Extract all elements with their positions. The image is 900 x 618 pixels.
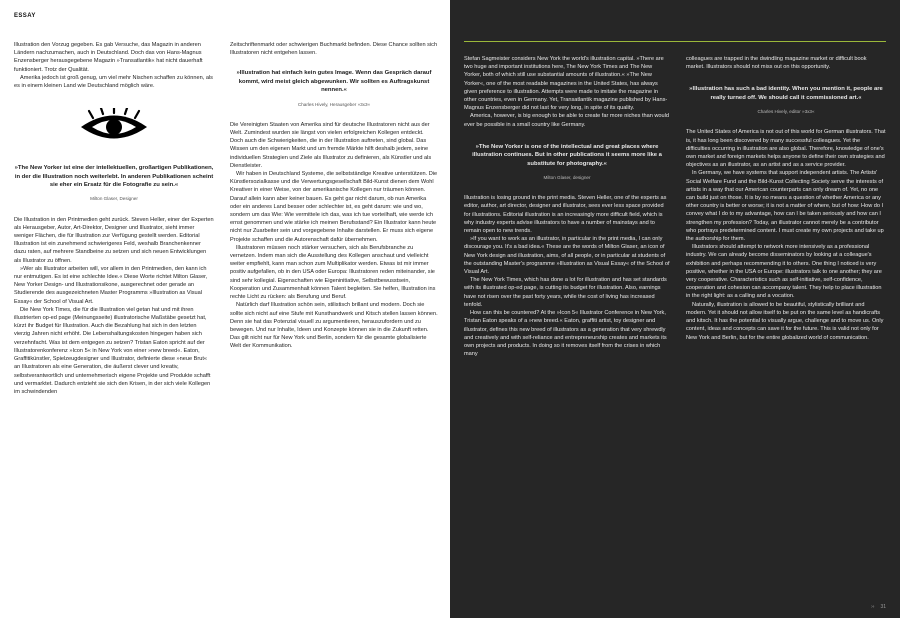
paragraph: »Wer als Illustrator arbeiten will, vor allem in den Printmedien, den kann ich nur entmutigen. Es ist eine schlechte Idee.« Diese Worte richtet Milton Glaser, New Yorker Design- und Illustrationsikone, ausgerechnet oder gerade an Studierende des ausgezeichneten Master Programms »Illustration as Visual Essay« der School of Visual Art. <box>14 265 208 305</box>
accent-rule <box>464 41 886 42</box>
right-column-1 <box>464 55 670 358</box>
paragraph: Natürlich darf Illustration schön sein, stilistisch brillant und modern. Doch sie sollte sich nicht auf eine Stufe mit Kunsthandwerk und Kitsch stellen lassen können. Denn sie hat das Potenzial visuell zu argumentieren, herauszufordern und zu bewegen. Und nur Inhalte, Ideen und Konzepte können sie in die Zukunft retten. Das gilt nicht nur für New York und Berlin, sondern für die gesamte globalisierte Welt der Kommunikation. <box>230 302 438 350</box>
paragraph: The United States of America is not out of this world for German illustrators. That is, it has long been discovered by many successful colleagues. Yet the difficulties occurring in illustration are also global. Therefore, knowledge of one's own market and foreign markets helps anyone to define their own strategies and objectives as an illustrator, as an artist and as a service provider. <box>686 129 886 169</box>
paragraph: Naturally, illustration is allowed to be beautiful, stylistically brilliant and modern. Yet it should not allow itself to be put on the same level as handicrafts and kitsch. It has the potential to visually argue, challenge and to move us. Only content, ideas and concepts can save it for the future. This is valid not only for New York and Berlin, but for the entire globalized world of communication. <box>686 301 884 341</box>
paragraph: Amerika jedoch ist groß genug, um viel mehr Nischen schaffen zu können, als es in einem kleinen Land wie Deutschland möglich wäre. <box>14 74 213 90</box>
pull-quote: »Illustration has such a bad identity. When you mention it, people are really turned off. We should call it commissioned art.« <box>689 86 883 101</box>
quote-credit: Charles Hively, Herausgeber »3x3« <box>297 101 371 107</box>
section-label: ESSAY <box>14 13 36 19</box>
paragraph: colleagues are trapped in the dwindling magazine market or difficult book market. Illustrators should not miss out on this opportunity. <box>686 56 867 71</box>
right-column-2 <box>686 55 886 342</box>
quote-credit: Milton Glaser, Designer <box>90 196 138 202</box>
left-column-2 <box>230 41 438 351</box>
paragraph: Die Vereinigten Staaten von Amerika sind für deutsche Illustratoren nicht aus der Welt. Zumindest wurden sie längst von vielen erfolgreichen Kollegen entdeckt. Doch auch die Schwierigkeiten, die in der Illustration auftreten, sind global. Das Wissen um den eigenen Markt und um fremde Märkte hilft deshalb jedem, seine individuellen Strategien und Ziele als Illustrator zu definieren, als Künstler und als Dienstleister. <box>230 121 432 169</box>
paragraph: America, however, is big enough to be able to create far more niches than would ever be possible in a small country like Germany. <box>464 113 670 128</box>
page-footer <box>865 604 886 610</box>
paragraph: In Germany, we have systems that support independent artists. The Artists' Social Welfare Fund and the Bild-Kunst Collecting Society serve the interests of artists in a way that our American counterparts can only dream of. Yet, no one can build just on those. It is by no means a question of whether America or any other country is better or worse; it is not a matter of where, but of how: How do I convey what I do to my advantage, how can I be taken seriously and how can I strengthen my profession? Today, an illustrator cannot merely be a contributor who portrays predetermined content. I must create my own projects and take up the authorship for them. <box>686 170 884 243</box>
paragraph: Illustratoren müssen noch stärker versuchen, sich als Berufsbranche zu vernetzen. Indem man sich die Ausstellung des Kollegen anschaut und vielleicht weiter empfiehlt, kann man schon zum Multiplikator werden. Etwas ist mir immer positiv aufgefallen, ob in den USA oder Europa: Illustratoren reden miteinander, sie sind sehr kollegial. Eigenschaften wie Eigeninitiative, Selbstbewusstsein, Kooperation und Zusammenhalt können Talent begleiten. Sie helfen, Illustration ins rechte Licht zu rücken: als Berufung und Beruf. <box>230 244 436 301</box>
left-column-1 <box>14 41 214 396</box>
pull-quote: »Illustration hat einfach kein gutes Image. Wenn das Gespräch darauf kommt, wird meist gleich abgewunken. Wir sollten es Auftragskunst nennen.« <box>236 70 432 94</box>
paragraph: Illustration is losing ground in the print media. Steven Heller, one of the experts as editor, author, art director, designer and illustrator, sees ever less space provided for illustrations. Editorial illustration is an increasingly more difficult field, which is why industry experts advise illustrators to have a number of mainstays and to remain open to new trends. <box>464 195 667 235</box>
paragraph: The New York Times, which has done a lot for illustration and has set standards with its illustrated op-ed page, is cutting its budget for illustration. Also, earnings have not risen over the past forty years, while the cost of living has increased tenfold. <box>464 277 667 308</box>
paragraph: Illustrators should attempt to network more intensively as a professional industry. We can already become disseminators by looking at a colleague's exhibition and perhaps recommending it to others. One thing I noticed is very positive, whether in the USA or Europe: illustrators talk to one another; they are very cooperative. Characteristics such as self-initiative, self-confidence, cooperation and cohesion can accompany talent. They help to place illustration in the right light: as a calling and a vocation. <box>686 244 882 300</box>
right-page-english <box>450 0 900 618</box>
paragraph: Wir haben in Deutschland Systeme, die selbstständige Kreative unterstützen. Die Künstlersozialkasse und die Verwertungsgesellschaft Bild-Kunst dienen dem Wohl Kreativer in einer Weise, von der amerikanische Kollegen nur träumen können. Darauf allein kann aber keiner bauen. Es geht gar nicht darum, ob nun Amerika oder ein anderes Land besser oder schlechter ist, es geht darum: wie und wo, sondern um das Wie: Wie vermittele ich das, was ich tue vorteilhaft, wie werde ich ernst genommen und wie stärke ich meinen Berufsstand? Ein Illustrator kann heute nicht nur Zuarbeiter sein und vorgegebene Inhalte darstellen. Er muss sich eigene Projekte schaffen und die Autorenschaft dafür übernehmen. <box>230 171 438 243</box>
pull-quote: »The New Yorker ist eine der intellektuellen, großartigen Publikationen, in der die Illustration noch weiterlebt. In anderen Publikationen scheint sie eher ein Ersatz für die Fotografie zu sein.« <box>14 165 214 189</box>
paragraph: Die Illustration in den Printmedien geht zurück. Steven Heller, einer der Experten als Herausgeber, Autor, Art-Direktor, Designer und Illustrator, sieht immer weniger Flächen, die für Illustration zur Verfügung gestellt werden. Editorial Illustration ist ein zunehmend schwierigeres Feld, weshalb Branchenkenner dazu raten, auf mehrere Standbeine zu setzen und sich neuen Entwicklungen als Illustrator zu öffnen. <box>14 216 214 264</box>
page-number: 31 <box>880 604 886 610</box>
paragraph: Stefan Sagmeister considers New York the world's illustration capital. »There are two huge and important institutions here, The New York Times and The New Yorker, both of which still use substantial amounts of illustration.« »The New Yorker«, one of the most readable magazines in the United States, has always given preference to illustration. Attempts were made to imitate the magazine in other countries, even in Germany. Yet, Transatlantik magazine published by Hans-Magnus Enzensberger did not last for very long, in spite of its quality. <box>464 56 668 112</box>
paragraph: »If you want to work as an illustrator, in particular in the print media, I can only discourage you. It's a bad idea.« These are the words of Milton Glaser, an icon of New York design and illustration, aims, of all people, or in particular at students of the outstanding Master's programme »Illustration as Visual Essay« of the School of Visual Art. <box>464 236 670 276</box>
footer-marker: ›› <box>871 604 875 610</box>
paragraph: Die New York Times, die für die Illustration viel getan hat und mit ihren illustrierten op-ed page (Meinungsseite) illustratorische Maßstäbe gesetzt hat, kürzt ihr Budget für Illustration. Auch die Bezahlung hat sich in den letzten vierzig Jahren nicht erhöht. Die Lebenshaltungskosten hingegen haben sich verzehnfacht. Was ist dem entgegen zu setzen? Tristan Eaton spricht auf der Illustratorenkonferenz »Icon 5« in New York von einer »new breed«. Eaton, Graffitikünstler, Spielzeugdesigner und Illustrator, definierte diese »neue Brut« an Illustratoren als eine Generation, die äußerst clever und kreativ, selbstverantwortlich und unternehmerisch eigene Projekte und Produkte schafft und vermarktet. Dadurch entzieht sie sich den Krisen, in der sich viele Kollegen im schwindenden <box>14 306 211 395</box>
quote-credit: Milton Glaser, designer <box>543 175 591 181</box>
paragraph: Zeitschriftenmarkt oder schwierigen Buchmarkt befinden. Diese Chance sollten sich Illustratoren nicht entgehen lassen. <box>230 42 438 57</box>
paragraph: Illustration den Vorzug gegeben. Es gab Versuche, das Magazin in anderen Ländern nachzumachen, auch in Deutschland. Doch das von Hans-Magnus Enzensberger herausgegebene Magazin »Transatlantik« hat nicht dauerhaft funktioniert. Trotz der Qualität. <box>14 42 203 73</box>
paragraph: How can this be countered? At the »Icon 5« Illustrator Conference in New York, Tristan Eaton speaks of a »new breed.« Eaton, graffiti artist, toy designer and illustrator, defines this new breed of illustrators as a generation that very shrewdly and creatively and with self-reliance and entrepreneurship creates and markets its own projects and products. In doing so it removes itself from the crises in which many <box>464 310 667 358</box>
pull-quote: »The New Yorker is one of the intellectual and great places where illustration continues. But in other publications it seems more like a substitute for photography.« <box>472 143 662 167</box>
eye-icon <box>14 108 214 146</box>
quote-credit: Charles Hively, editor »3x3« <box>757 109 815 115</box>
